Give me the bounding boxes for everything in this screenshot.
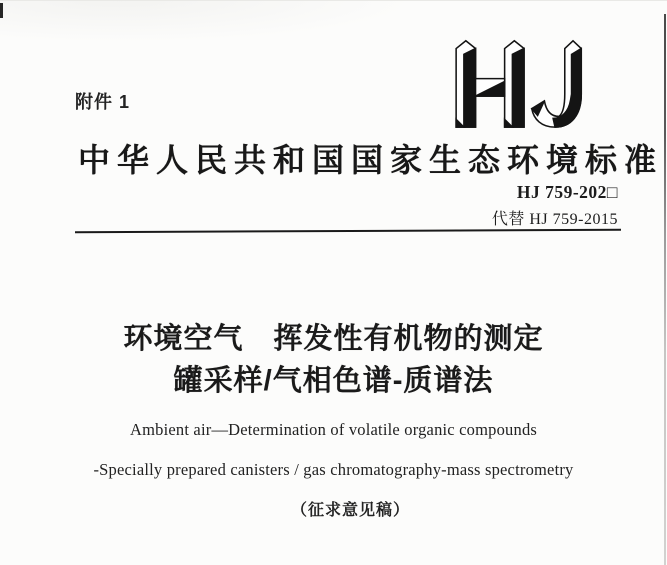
scan-edge-top [0,0,667,1]
scan-edge-right [664,14,666,565]
title-cn-line2: 罐采样/气相色谱-质谱法 [173,365,494,397]
draft-note: （征求意见稿） [290,502,410,519]
title-en-line1: Ambient air—Determination of volatile organic compounds [129,420,538,439]
standard-heading: 中华人民共和国国家生态环境标准 [78,142,664,178]
attachment-label: 附件 1 [75,92,131,112]
title-en-line2: -Specially prepared canisters / gas chromatography-mass spectrometry [93,460,574,479]
hj-logo-icon [452,34,598,131]
hj-logo [452,34,598,131]
standard-number-block [492,182,618,229]
scan-artifact-left [0,3,3,18]
standard-replaces: 代替 HJ 759-2015 [491,211,618,228]
title-cn-line1: 环境空气 挥发性有机物的测定 [123,323,544,355]
standard-number: HJ 759-202□ [516,182,618,202]
header-horizontal-rule [75,229,621,233]
